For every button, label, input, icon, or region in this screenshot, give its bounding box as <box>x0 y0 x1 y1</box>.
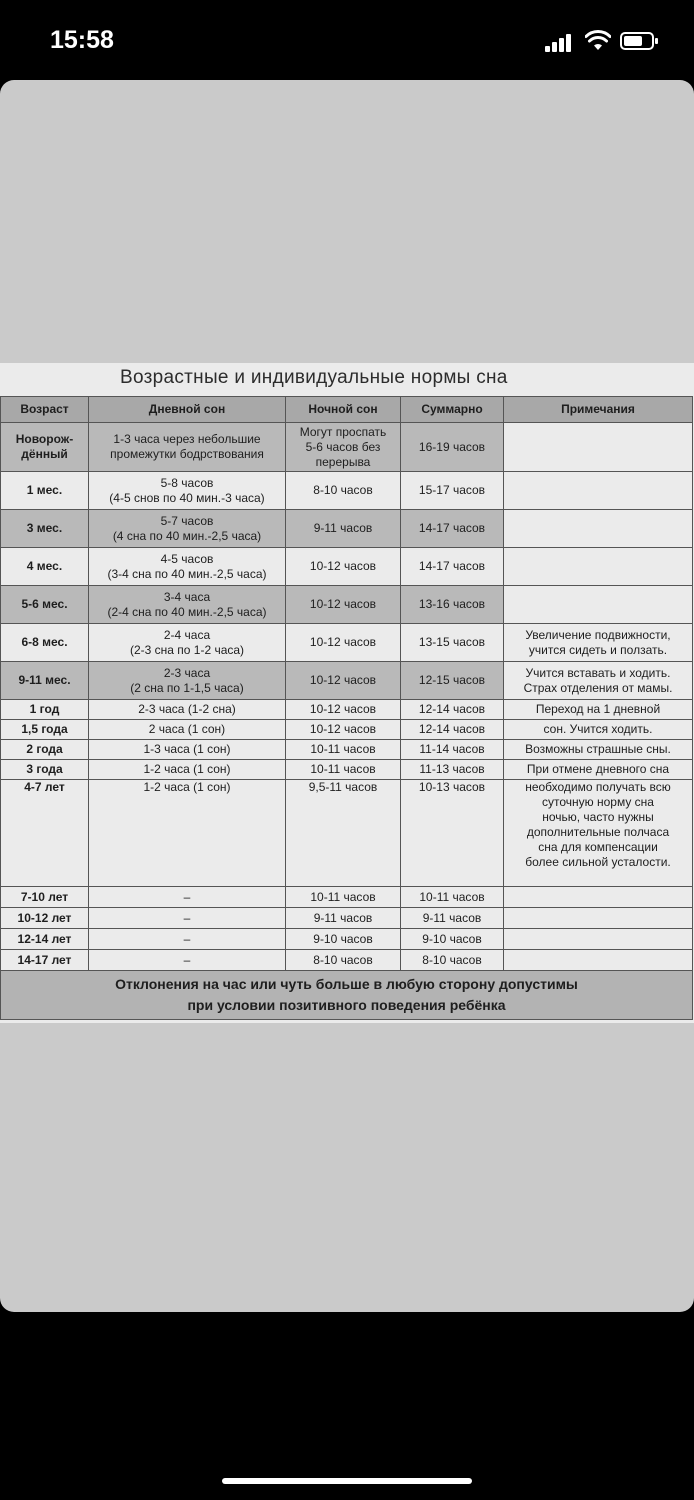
day-sleep-cell: 4-5 часов (3-4 сна по 40 мин.-2,5 часа) <box>89 548 286 586</box>
age-cell: 2 года <box>1 740 89 760</box>
day-sleep-cell: – <box>89 929 286 950</box>
total-sleep-cell: 12-15 часов <box>401 662 504 700</box>
day-sleep-cell: 2-3 часа (1-2 сна) <box>89 700 286 720</box>
table-row <box>1 586 693 624</box>
table-row <box>1 548 693 586</box>
total-sleep-cell: 12-14 часов <box>401 700 504 720</box>
day-sleep-cell: 1-2 часа (1 сон) <box>89 760 286 780</box>
total-sleep-cell: 10-11 часов <box>401 887 504 908</box>
home-indicator[interactable] <box>222 1478 472 1484</box>
age-cell: Новорож- дённый <box>1 423 89 472</box>
table-header-row <box>1 397 693 423</box>
total-sleep-cell: 11-13 часов <box>401 760 504 780</box>
age-cell: 9-11 мес. <box>1 662 89 700</box>
table-row <box>1 472 693 510</box>
total-sleep-cell: 8-10 часов <box>401 950 504 971</box>
notes-cell: необходимо получать всю суточную норму сна ночью, часто нужны дополнительные полчаса сна для компенсации более сильной усталости. <box>504 780 693 887</box>
notes-cell <box>504 586 693 624</box>
age-cell: 4-7 лет <box>1 780 89 887</box>
day-sleep-cell: 3-4 часа (2-4 сна по 40 мин.-2,5 часа) <box>89 586 286 624</box>
day-sleep-cell: 2 часа (1 сон) <box>89 720 286 740</box>
total-sleep-cell: 9-11 часов <box>401 908 504 929</box>
day-sleep-cell: 1-3 часа (1 сон) <box>89 740 286 760</box>
age-cell: 12-14 лет <box>1 929 89 950</box>
age-cell: 7-10 лет <box>1 887 89 908</box>
day-sleep-cell: 5-8 часов (4-5 снов по 40 мин.-3 часа) <box>89 472 286 510</box>
age-cell: 1 мес. <box>1 472 89 510</box>
night-sleep-cell: 9-11 часов <box>286 510 401 548</box>
header-total: Суммарно <box>401 397 504 423</box>
notes-cell <box>504 950 693 971</box>
age-cell: 5-6 мес. <box>1 586 89 624</box>
table-row <box>1 780 693 887</box>
table-row <box>1 624 693 662</box>
table-row <box>1 760 693 780</box>
night-sleep-cell: 10-11 часов <box>286 740 401 760</box>
table-row <box>1 908 693 929</box>
total-sleep-cell: 13-16 часов <box>401 586 504 624</box>
age-cell: 3 года <box>1 760 89 780</box>
status-time: 15:58 <box>50 26 114 54</box>
document-title: Возрастные и индивидуальные нормы сна <box>120 367 508 388</box>
day-sleep-cell: 2-4 часа (2-3 сна по 1-2 часа) <box>89 624 286 662</box>
table-row <box>1 720 693 740</box>
night-sleep-cell: 10-12 часов <box>286 586 401 624</box>
night-sleep-cell: 10-11 часов <box>286 887 401 908</box>
day-sleep-cell: 2-3 часа (2 сна по 1-1,5 часа) <box>89 662 286 700</box>
sleep-norms-document <box>0 363 694 1023</box>
night-sleep-cell: 10-12 часов <box>286 720 401 740</box>
footer-row <box>1 971 693 1020</box>
table-row <box>1 740 693 760</box>
notes-cell <box>504 908 693 929</box>
notes-cell <box>504 423 693 472</box>
footer-note <box>1 971 693 1020</box>
sleep-norms-table <box>0 396 693 1020</box>
day-sleep-cell: 1-3 часа через небольшие промежутки бодрствования <box>89 423 286 472</box>
night-sleep-cell: 10-11 часов <box>286 760 401 780</box>
age-cell: 3 мес. <box>1 510 89 548</box>
status-bar <box>0 0 694 80</box>
age-cell: 4 мес. <box>1 548 89 586</box>
age-cell: 10-12 лет <box>1 908 89 929</box>
wifi-icon <box>585 30 611 52</box>
day-sleep-cell: 1-2 часа (1 сон) <box>89 780 286 887</box>
night-sleep-cell: 8-10 часов <box>286 472 401 510</box>
total-sleep-cell: 12-14 часов <box>401 720 504 740</box>
night-sleep-cell: Могут проспать 5-6 часов без перерыва <box>286 423 401 472</box>
night-sleep-cell: 9,5-11 часов <box>286 780 401 887</box>
notes-cell <box>504 929 693 950</box>
header-age: Возраст <box>1 397 89 423</box>
day-sleep-cell: – <box>89 950 286 971</box>
header-day-sleep: Дневной сон <box>89 397 286 423</box>
header-notes: Примечания <box>504 397 693 423</box>
notes-cell <box>504 887 693 908</box>
age-cell: 1,5 года <box>1 720 89 740</box>
table-row <box>1 700 693 720</box>
night-sleep-cell: 9-10 часов <box>286 929 401 950</box>
day-sleep-cell: – <box>89 908 286 929</box>
table-row <box>1 950 693 971</box>
table-row <box>1 887 693 908</box>
notes-cell: При отмене дневного сна <box>504 760 693 780</box>
notes-cell <box>504 548 693 586</box>
notes-cell: Учится вставать и ходить. Страх отделения от мамы. <box>504 662 693 700</box>
notes-cell <box>504 510 693 548</box>
day-sleep-cell: – <box>89 887 286 908</box>
notes-cell: сон. Учится ходить. <box>504 720 693 740</box>
battery-icon <box>620 32 654 50</box>
total-sleep-cell: 9-10 часов <box>401 929 504 950</box>
photo-viewer <box>0 80 694 1312</box>
table-row <box>1 662 693 700</box>
night-sleep-cell: 8-10 часов <box>286 950 401 971</box>
table-row <box>1 929 693 950</box>
age-cell: 1 год <box>1 700 89 720</box>
total-sleep-cell: 10-13 часов <box>401 780 504 887</box>
table-row <box>1 423 693 472</box>
notes-cell: Возможны страшные сны. <box>504 740 693 760</box>
age-cell: 14-17 лет <box>1 950 89 971</box>
total-sleep-cell: 14-17 часов <box>401 510 504 548</box>
table-row <box>1 510 693 548</box>
night-sleep-cell: 10-12 часов <box>286 662 401 700</box>
footer-text: Отклонения на час или чуть больше в любую сторону допустимы при условии позитивного поведения ребёнка <box>115 976 578 1013</box>
night-sleep-cell: 10-12 часов <box>286 548 401 586</box>
night-sleep-cell: 9-11 часов <box>286 908 401 929</box>
notes-cell <box>504 472 693 510</box>
night-sleep-cell: 10-12 часов <box>286 624 401 662</box>
night-sleep-cell: 10-12 часов <box>286 700 401 720</box>
header-night-sleep: Ночной сон <box>286 397 401 423</box>
total-sleep-cell: 13-15 часов <box>401 624 504 662</box>
total-sleep-cell: 15-17 часов <box>401 472 504 510</box>
cellular-signal-icon <box>545 32 573 52</box>
total-sleep-cell: 16-19 часов <box>401 423 504 472</box>
age-cell: 6-8 мес. <box>1 624 89 662</box>
total-sleep-cell: 11-14 часов <box>401 740 504 760</box>
notes-cell: Увеличение подвижности, учится сидеть и ползать. <box>504 624 693 662</box>
day-sleep-cell: 5-7 часов (4 сна по 40 мин.-2,5 часа) <box>89 510 286 548</box>
total-sleep-cell: 14-17 часов <box>401 548 504 586</box>
notes-cell: Переход на 1 дневной <box>504 700 693 720</box>
